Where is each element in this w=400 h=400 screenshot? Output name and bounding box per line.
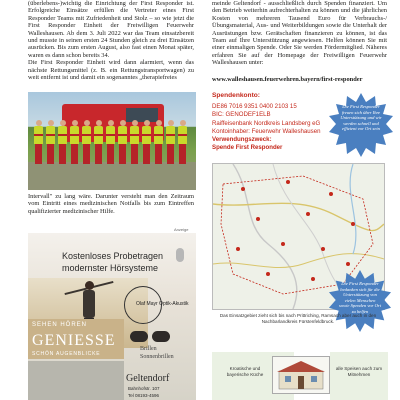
spendenkonto-title: Spendenkonto: xyxy=(212,92,260,99)
ad-label: Anzeige xyxy=(174,227,189,232)
burst-text-2: Die First Responder bedanken sich für die Unterstützung von vielen Menschen sowie Spenden vor Ort zu helfen xyxy=(339,281,381,314)
team-member xyxy=(142,120,151,166)
ad-phone: Tel 08193-4596 xyxy=(128,393,160,398)
ad-brillen: Brillen xyxy=(140,346,157,352)
hearing-aid-icon xyxy=(176,248,184,262)
team-member xyxy=(70,120,79,166)
ad-box-left-text: Kroatische und bayerische Küche xyxy=(226,366,264,377)
account-owner: Kontoinhaber: Feuerwehr Walleshausen xyxy=(212,127,321,135)
team-member xyxy=(178,120,187,166)
left-para-1: (überlebens-)wichtig die Einrichtung der First Responder ist. Erfolgreiche Einsätze erfüllen die Vertreter eines First Responder Teams mit Zufriedenheit und Stolz – so wie jetzt die First Responder Einheit der Freiwilligen Feuerwehr Walleshausen. Ab dem 3. Juli 2022 war das Team einsatzbereit und musste in seinen ersten 24 Stunden gleich zu drei Einsätzen ausrücken. Bis zum ersten August, also fast einen Monat später, waren es dann schon bereits 34. xyxy=(28,0,194,59)
team-member xyxy=(130,120,139,166)
purpose: Spende First Responder xyxy=(212,144,283,152)
bic: BIC: GENODEF1ELB xyxy=(212,111,271,119)
restaurant-image xyxy=(272,356,330,394)
ad-box-right-text: alle Speisen auch zum Mitnehmen xyxy=(335,366,383,377)
left-para-3-wrap xyxy=(28,193,194,215)
ad-city: Geltendorf xyxy=(126,373,170,384)
ad-address: Bahnhofstr. 107 xyxy=(128,386,160,391)
team-member xyxy=(58,120,67,166)
ground xyxy=(28,162,196,190)
team-photo xyxy=(28,92,196,190)
bank-name: Raiffeisenbank Nordkreis Landsberg eG xyxy=(212,119,321,127)
map-caption: Das Einsatzgebiet zieht sich bis nach Prittriching, Ramsach aber auch in den Nachbarlandkreis Fürstenfeldbruck. xyxy=(219,313,377,324)
team-member xyxy=(106,120,115,166)
team-member xyxy=(34,120,43,166)
left-para-3: Intervall" zu lang wäre. Darunter versteht man den Zeitraum vom Eintritt eines medizinischen Notfalls bis zum Eintreffen qualifizierter medizinischer Hilfe. xyxy=(28,193,194,215)
ad-headline-2: modernster Hörsysteme xyxy=(62,263,159,273)
team-member xyxy=(46,120,55,166)
right-column xyxy=(212,0,387,67)
team-member xyxy=(94,120,103,166)
house-icon xyxy=(273,357,329,393)
right-para-1: meinde Geltendorf - ausschließlich durch Spenden finanziert. Um den Betrieb weiterhin aufrechterhalten zu können und die jährlichen Kosten von mehreren Tausend Euro für Verbrauchs-/Übungsmaterial, Aus- und Weiterbildungen sowie die Unterhalt der Ausrüstungen bzw. Gerätschaften finanzieren zu können, ist das Team auf Ihre Unterstützung angewiesen. Helfen können Sie mit einer einmaligen Spende. Oder Sie werden Fördermitglied. Näheres erfahren Sie auf der Homepage der Freiwilligen Feuerwehr Walleshausen unter: xyxy=(212,0,387,67)
team-member xyxy=(166,120,175,166)
ad-geniesse: GENIESSE xyxy=(32,332,116,349)
ad-schoen: SCHÖN AUGENBLICKE xyxy=(32,351,101,357)
left-column xyxy=(28,0,194,81)
ad-sehen-hoeren: SEHEN HÖREN xyxy=(32,322,88,328)
ad-box-right xyxy=(330,352,388,400)
burst-text-1: Die First Responder freuen sich über Ihre Unterstützung und wir werden schnell und effizient vor Ort sein xyxy=(340,104,382,132)
ad-logo-text: Olaf Mayr Optik-Akustik xyxy=(136,301,189,307)
spendenkonto-block xyxy=(212,103,321,153)
iban: DE86 7016 9351 0400 2103 15 xyxy=(212,103,297,110)
homepage-link[interactable]: www.walleshausen.feuerwehren.bayern/first-responder xyxy=(212,76,363,83)
team-member xyxy=(118,120,127,166)
team-member xyxy=(154,120,163,166)
ad-headline-1: Kostenloses Probetragen xyxy=(62,251,164,261)
team-member xyxy=(82,120,91,166)
optik-ad[interactable] xyxy=(28,233,196,400)
ad-bottom-band xyxy=(28,361,124,400)
purpose-label: Verwendungszweck: xyxy=(212,136,272,144)
ad-sonnenbrillen: Sonnenbrillen xyxy=(140,354,174,360)
sunglasses-icon xyxy=(130,329,174,343)
left-para-2: Die First Responder Einheit wird dann alarmiert, wenn das nächste Rettungsmittel (z. B. ein Rettungstransportwagen) zu weit entfernt ist und damit ein sogenanntes „therapiefreies xyxy=(28,59,194,82)
